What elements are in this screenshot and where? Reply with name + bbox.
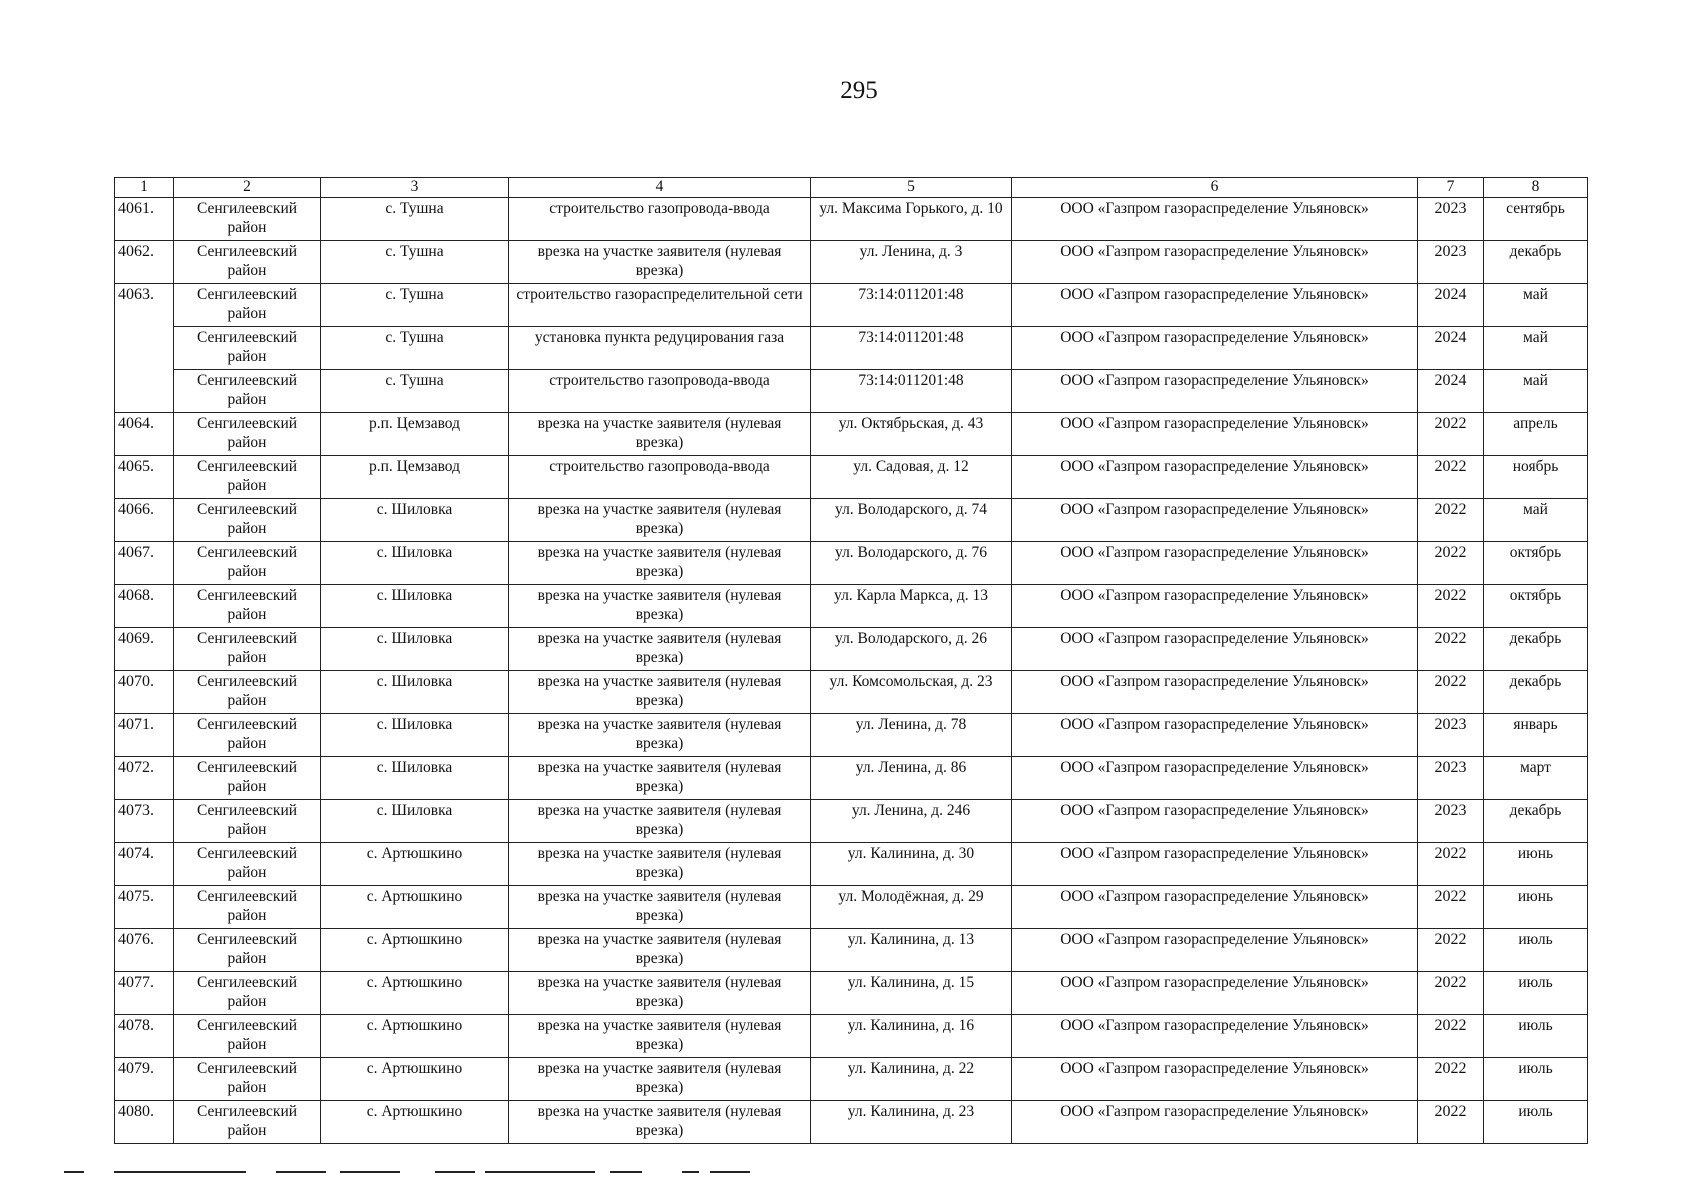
- year-cell: 2022: [1418, 929, 1484, 972]
- work-type-cell: врезка на участке заявителя (нулевая врезка): [509, 241, 811, 284]
- work-type-cell: врезка на участке заявителя (нулевая врезка): [509, 1101, 811, 1144]
- work-type-cell: врезка на участке заявителя (нулевая врезка): [509, 757, 811, 800]
- organization-cell: ООО «Газпром газораспределение Ульяновск»: [1012, 284, 1418, 327]
- table-row: [115, 413, 1588, 456]
- organization-cell: ООО «Газпром газораспределение Ульяновск»: [1012, 456, 1418, 499]
- organization-cell: ООО «Газпром газораспределение Ульяновск»: [1012, 886, 1418, 929]
- column-header: 3: [321, 178, 509, 198]
- month-cell: июнь: [1484, 886, 1588, 929]
- year-cell: 2022: [1418, 1015, 1484, 1058]
- district-cell: Сенгилеевский район: [174, 886, 321, 929]
- year-cell: 2023: [1418, 800, 1484, 843]
- work-type-cell: врезка на участке заявителя (нулевая врезка): [509, 585, 811, 628]
- column-header: 2: [174, 178, 321, 198]
- organization-cell: ООО «Газпром газораспределение Ульяновск»: [1012, 241, 1418, 284]
- district-cell: Сенгилеевский район: [174, 499, 321, 542]
- settlement-cell: с. Шиловка: [321, 585, 509, 628]
- district-cell: Сенгилеевский район: [174, 972, 321, 1015]
- address-cell: 73:14:011201:48: [811, 284, 1012, 327]
- year-cell: 2022: [1418, 542, 1484, 585]
- address-cell: ул. Ленина, д. 78: [811, 714, 1012, 757]
- address-cell: ул. Володарского, д. 76: [811, 542, 1012, 585]
- settlement-cell: с. Тушна: [321, 370, 509, 413]
- footer-rule: [682, 1171, 699, 1173]
- column-header: 7: [1418, 178, 1484, 198]
- organization-cell: ООО «Газпром газораспределение Ульяновск»: [1012, 499, 1418, 542]
- year-cell: 2023: [1418, 714, 1484, 757]
- organization-cell: ООО «Газпром газораспределение Ульяновск»: [1012, 327, 1418, 370]
- address-cell: ул. Калинина, д. 30: [811, 843, 1012, 886]
- footer-rule: [610, 1171, 642, 1173]
- month-cell: декабрь: [1484, 671, 1588, 714]
- year-cell: 2024: [1418, 327, 1484, 370]
- work-type-cell: врезка на участке заявителя (нулевая врезка): [509, 1058, 811, 1101]
- row-number-cell: 4072.: [115, 757, 174, 800]
- address-cell: ул. Калинина, д. 13: [811, 929, 1012, 972]
- address-cell: 73:14:011201:48: [811, 370, 1012, 413]
- row-number-cell: 4071.: [115, 714, 174, 757]
- column-header: 6: [1012, 178, 1418, 198]
- settlement-cell: с. Артюшкино: [321, 1015, 509, 1058]
- organization-cell: ООО «Газпром газораспределение Ульяновск»: [1012, 714, 1418, 757]
- settlement-cell: с. Тушна: [321, 327, 509, 370]
- year-cell: 2022: [1418, 585, 1484, 628]
- organization-cell: ООО «Газпром газораспределение Ульяновск»: [1012, 800, 1418, 843]
- row-number-cell: 4061.: [115, 198, 174, 241]
- year-cell: 2023: [1418, 198, 1484, 241]
- settlement-cell: с. Тушна: [321, 241, 509, 284]
- row-number-cell: 4067.: [115, 542, 174, 585]
- organization-cell: ООО «Газпром газораспределение Ульяновск»: [1012, 413, 1418, 456]
- address-cell: ул. Калинина, д. 22: [811, 1058, 1012, 1101]
- address-cell: ул. Ленина, д. 246: [811, 800, 1012, 843]
- year-cell: 2022: [1418, 1101, 1484, 1144]
- table-row: [115, 499, 1588, 542]
- district-cell: Сенгилеевский район: [174, 585, 321, 628]
- year-cell: 2022: [1418, 843, 1484, 886]
- settlement-cell: с. Артюшкино: [321, 886, 509, 929]
- district-cell: Сенгилеевский район: [174, 241, 321, 284]
- month-cell: май: [1484, 370, 1588, 413]
- footer-rule: [710, 1171, 750, 1173]
- settlement-cell: с. Артюшкино: [321, 843, 509, 886]
- table-row: [115, 886, 1588, 929]
- year-cell: 2022: [1418, 499, 1484, 542]
- address-cell: ул. Калинина, д. 23: [811, 1101, 1012, 1144]
- organization-cell: ООО «Газпром газораспределение Ульяновск»: [1012, 757, 1418, 800]
- month-cell: декабрь: [1484, 800, 1588, 843]
- column-header: 8: [1484, 178, 1588, 198]
- district-cell: Сенгилеевский район: [174, 370, 321, 413]
- table-row: [115, 1015, 1588, 1058]
- row-number-cell: 4078.: [115, 1015, 174, 1058]
- table-row: [115, 241, 1588, 284]
- district-cell: Сенгилеевский район: [174, 714, 321, 757]
- work-type-cell: врезка на участке заявителя (нулевая врезка): [509, 671, 811, 714]
- organization-cell: ООО «Газпром газораспределение Ульяновск»: [1012, 198, 1418, 241]
- month-cell: май: [1484, 499, 1588, 542]
- month-cell: июль: [1484, 929, 1588, 972]
- organization-cell: ООО «Газпром газораспределение Ульяновск»: [1012, 1058, 1418, 1101]
- table-row: [115, 843, 1588, 886]
- footer-rule: [340, 1171, 400, 1173]
- work-type-cell: врезка на участке заявителя (нулевая врезка): [509, 413, 811, 456]
- work-type-cell: врезка на участке заявителя (нулевая врезка): [509, 628, 811, 671]
- month-cell: июль: [1484, 1058, 1588, 1101]
- year-cell: 2022: [1418, 413, 1484, 456]
- organization-cell: ООО «Газпром газораспределение Ульяновск»: [1012, 585, 1418, 628]
- row-number-cell: 4070.: [115, 671, 174, 714]
- table-row: [115, 542, 1588, 585]
- month-cell: апрель: [1484, 413, 1588, 456]
- address-cell: ул. Карла Маркса, д. 13: [811, 585, 1012, 628]
- year-cell: 2022: [1418, 456, 1484, 499]
- district-cell: Сенгилеевский район: [174, 800, 321, 843]
- work-type-cell: врезка на участке заявителя (нулевая врезка): [509, 843, 811, 886]
- row-number-cell: 4080.: [115, 1101, 174, 1144]
- year-cell: 2022: [1418, 886, 1484, 929]
- footer-rule: [114, 1171, 246, 1173]
- month-cell: ноябрь: [1484, 456, 1588, 499]
- month-cell: май: [1484, 327, 1588, 370]
- address-cell: ул. Максима Горького, д. 10: [811, 198, 1012, 241]
- year-cell: 2024: [1418, 370, 1484, 413]
- work-type-cell: врезка на участке заявителя (нулевая врезка): [509, 542, 811, 585]
- address-cell: ул. Калинина, д. 16: [811, 1015, 1012, 1058]
- table-row: [115, 628, 1588, 671]
- row-number-cell: 4062.: [115, 241, 174, 284]
- table-row: [115, 972, 1588, 1015]
- month-cell: декабрь: [1484, 241, 1588, 284]
- month-cell: октябрь: [1484, 585, 1588, 628]
- settlement-cell: с. Тушна: [321, 284, 509, 327]
- settlement-cell: р.п. Цемзавод: [321, 456, 509, 499]
- column-header: 4: [509, 178, 811, 198]
- organization-cell: ООО «Газпром газораспределение Ульяновск»: [1012, 1101, 1418, 1144]
- work-type-cell: строительство газопровода-ввода: [509, 198, 811, 241]
- row-number-cell: 4075.: [115, 886, 174, 929]
- district-cell: Сенгилеевский район: [174, 1101, 321, 1144]
- table-row: [115, 1058, 1588, 1101]
- row-number-cell: 4069.: [115, 628, 174, 671]
- settlement-cell: с. Артюшкино: [321, 1058, 509, 1101]
- district-cell: Сенгилеевский район: [174, 542, 321, 585]
- district-cell: Сенгилеевский район: [174, 929, 321, 972]
- district-cell: Сенгилеевский район: [174, 843, 321, 886]
- month-cell: май: [1484, 284, 1588, 327]
- column-number-row: [115, 178, 1588, 198]
- district-cell: Сенгилеевский район: [174, 198, 321, 241]
- column-header: 1: [115, 178, 174, 198]
- table-row: [115, 585, 1588, 628]
- gas-works-table: [114, 177, 1588, 1144]
- table-row: [115, 757, 1588, 800]
- organization-cell: ООО «Газпром газораспределение Ульяновск»: [1012, 671, 1418, 714]
- month-cell: март: [1484, 757, 1588, 800]
- work-type-cell: установка пункта редуцирования газа: [509, 327, 811, 370]
- settlement-cell: с. Шиловка: [321, 757, 509, 800]
- column-header: 5: [811, 178, 1012, 198]
- settlement-cell: р.п. Цемзавод: [321, 413, 509, 456]
- footer-rule: [485, 1171, 595, 1173]
- month-cell: сентябрь: [1484, 198, 1588, 241]
- table-row: [115, 929, 1588, 972]
- row-number-cell: 4073.: [115, 800, 174, 843]
- row-number-cell: 4065.: [115, 456, 174, 499]
- address-cell: ул. Молодёжная, д. 29: [811, 886, 1012, 929]
- settlement-cell: с. Артюшкино: [321, 929, 509, 972]
- district-cell: Сенгилеевский район: [174, 1015, 321, 1058]
- year-cell: 2022: [1418, 972, 1484, 1015]
- month-cell: июль: [1484, 1101, 1588, 1144]
- settlement-cell: с. Шиловка: [321, 714, 509, 757]
- organization-cell: ООО «Газпром газораспределение Ульяновск»: [1012, 929, 1418, 972]
- table-row: [115, 284, 1588, 327]
- year-cell: 2022: [1418, 671, 1484, 714]
- work-type-cell: врезка на участке заявителя (нулевая врезка): [509, 972, 811, 1015]
- month-cell: июль: [1484, 1015, 1588, 1058]
- settlement-cell: с. Шиловка: [321, 542, 509, 585]
- footer-rule: [64, 1171, 84, 1173]
- address-cell: ул. Ленина, д. 86: [811, 757, 1012, 800]
- settlement-cell: с. Шиловка: [321, 499, 509, 542]
- row-number-cell: 4063.: [115, 284, 174, 413]
- settlement-cell: с. Шиловка: [321, 671, 509, 714]
- table-row: [115, 370, 1588, 413]
- address-cell: ул. Ленина, д. 3: [811, 241, 1012, 284]
- row-number-cell: 4076.: [115, 929, 174, 972]
- work-type-cell: строительство газопровода-ввода: [509, 370, 811, 413]
- address-cell: ул. Садовая, д. 12: [811, 456, 1012, 499]
- month-cell: октябрь: [1484, 542, 1588, 585]
- work-type-cell: врезка на участке заявителя (нулевая врезка): [509, 714, 811, 757]
- district-cell: Сенгилеевский район: [174, 757, 321, 800]
- row-number-cell: 4064.: [115, 413, 174, 456]
- month-cell: январь: [1484, 714, 1588, 757]
- settlement-cell: с. Шиловка: [321, 628, 509, 671]
- address-cell: ул. Комсомольская, д. 23: [811, 671, 1012, 714]
- table-row: [115, 327, 1588, 370]
- district-cell: Сенгилеевский район: [174, 671, 321, 714]
- settlement-cell: с. Тушна: [321, 198, 509, 241]
- row-number-cell: 4077.: [115, 972, 174, 1015]
- row-number-cell: 4079.: [115, 1058, 174, 1101]
- table-row: [115, 671, 1588, 714]
- footer-rule: [435, 1171, 475, 1173]
- district-cell: Сенгилеевский район: [174, 628, 321, 671]
- table-row: [115, 714, 1588, 757]
- year-cell: 2023: [1418, 241, 1484, 284]
- month-cell: июль: [1484, 972, 1588, 1015]
- district-cell: Сенгилеевский район: [174, 1058, 321, 1101]
- district-cell: Сенгилеевский район: [174, 413, 321, 456]
- year-cell: 2023: [1418, 757, 1484, 800]
- organization-cell: ООО «Газпром газораспределение Ульяновск»: [1012, 1015, 1418, 1058]
- address-cell: ул. Калинина, д. 15: [811, 972, 1012, 1015]
- work-type-cell: строительство газораспределительной сети: [509, 284, 811, 327]
- work-type-cell: строительство газопровода-ввода: [509, 456, 811, 499]
- year-cell: 2022: [1418, 1058, 1484, 1101]
- month-cell: июнь: [1484, 843, 1588, 886]
- organization-cell: ООО «Газпром газораспределение Ульяновск»: [1012, 843, 1418, 886]
- table-row: [115, 1101, 1588, 1144]
- row-number-cell: 4068.: [115, 585, 174, 628]
- month-cell: декабрь: [1484, 628, 1588, 671]
- settlement-cell: с. Артюшкино: [321, 972, 509, 1015]
- table-row: [115, 456, 1588, 499]
- row-number-cell: 4066.: [115, 499, 174, 542]
- address-cell: 73:14:011201:48: [811, 327, 1012, 370]
- district-cell: Сенгилеевский район: [174, 327, 321, 370]
- address-cell: ул. Володарского, д. 26: [811, 628, 1012, 671]
- district-cell: Сенгилеевский район: [174, 284, 321, 327]
- organization-cell: ООО «Газпром газораспределение Ульяновск»: [1012, 972, 1418, 1015]
- work-type-cell: врезка на участке заявителя (нулевая врезка): [509, 800, 811, 843]
- page-number: 295: [840, 77, 878, 104]
- organization-cell: ООО «Газпром газораспределение Ульяновск»: [1012, 370, 1418, 413]
- work-type-cell: врезка на участке заявителя (нулевая врезка): [509, 929, 811, 972]
- settlement-cell: с. Шиловка: [321, 800, 509, 843]
- year-cell: 2024: [1418, 284, 1484, 327]
- footer-rule: [276, 1171, 326, 1173]
- work-type-cell: врезка на участке заявителя (нулевая врезка): [509, 1015, 811, 1058]
- organization-cell: ООО «Газпром газораспределение Ульяновск»: [1012, 628, 1418, 671]
- work-type-cell: врезка на участке заявителя (нулевая врезка): [509, 886, 811, 929]
- address-cell: ул. Володарского, д. 74: [811, 499, 1012, 542]
- address-cell: ул. Октябрьская, д. 43: [811, 413, 1012, 456]
- row-number-cell: 4074.: [115, 843, 174, 886]
- settlement-cell: с. Артюшкино: [321, 1101, 509, 1144]
- organization-cell: ООО «Газпром газораспределение Ульяновск»: [1012, 542, 1418, 585]
- year-cell: 2022: [1418, 628, 1484, 671]
- table-row: [115, 800, 1588, 843]
- table-row: [115, 198, 1588, 241]
- work-type-cell: врезка на участке заявителя (нулевая врезка): [509, 499, 811, 542]
- district-cell: Сенгилеевский район: [174, 456, 321, 499]
